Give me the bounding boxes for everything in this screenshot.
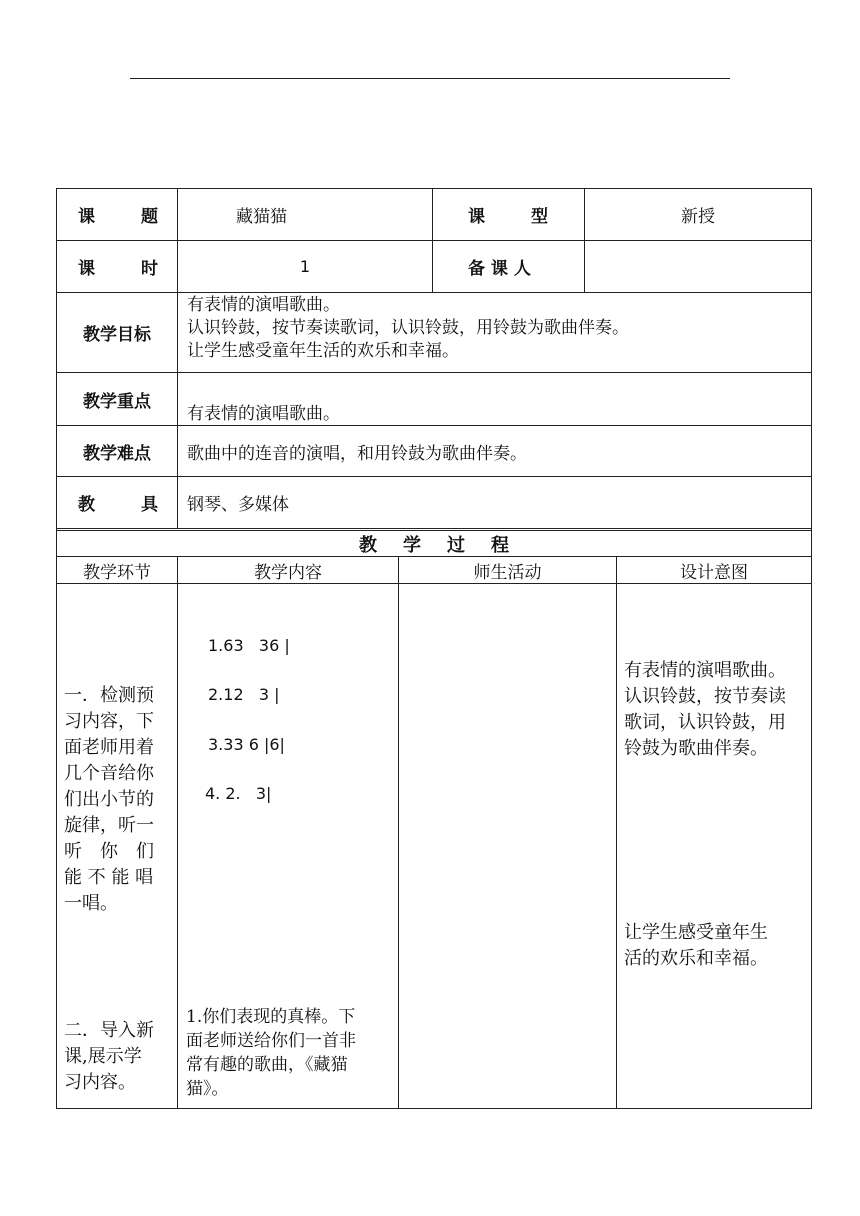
preparer-label: 备 课 人 [468, 259, 531, 279]
melody-3: 3.33 6 |6| [208, 735, 285, 754]
col-header-step: 教学环节 [83, 562, 151, 583]
period-value: 1 [299, 257, 311, 276]
step-1-text: 一．检测预 习内容，下 面老师用着 几个音给你 们出小节的 旋律，听一 听 你 们 能 不 能 唱 一唱。 [64, 685, 154, 914]
period-label: 课 时 [78, 259, 158, 279]
type-value: 新授 [681, 207, 715, 227]
goals-list [187, 294, 807, 372]
tools-value: 钢琴、多媒体 [187, 495, 289, 515]
melody-1: 1.63 36 | [208, 636, 290, 655]
step-2-text: 二．导入新 课,展示学 习内容。 [64, 1020, 154, 1093]
melody-4: 4. 2. 3| [205, 784, 272, 803]
difficulty-label: 教学难点 [83, 443, 151, 464]
intent-2-text: 让学生感受童年生 活的欢乐和幸福。 [624, 922, 768, 969]
difficulty-value: 歌曲中的连音的演唱，和用铃鼓为歌曲伴奏。 [187, 443, 527, 464]
header-rule [130, 78, 730, 79]
col-header-intent: 设计意图 [680, 562, 748, 583]
process-title: 教 学 过 程 [359, 534, 509, 556]
goal-item: 有表情的演唱歌曲。 [187, 295, 340, 315]
topic-label: 课 题 [78, 207, 158, 227]
intent-1-text: 有表情的演唱歌曲。 认识铃鼓，按节奏读 歌词，认识铃鼓，用 铃鼓为歌曲伴奏。 [624, 660, 786, 759]
goals-label: 教学目标 [83, 325, 151, 345]
goal-item: 认识铃鼓，按节奏读歌词，认识铃鼓，用铃鼓为歌曲伴奏。 [187, 318, 629, 338]
goal-item: 让学生感受童年生活的欢乐和幸福。 [187, 341, 459, 361]
topic-value: 藏猫猫 [236, 207, 287, 227]
col-header-content: 教学内容 [254, 562, 322, 583]
content-2-text: 1.你们表现的真棒。下 面老师送给你们一首非 常有趣的歌曲，《藏猫 猫》。 [186, 1007, 356, 1099]
key-point-label: 教学重点 [83, 391, 151, 412]
tools-label: 教 具 [78, 495, 158, 515]
preparer-value [585, 241, 811, 292]
key-point-value: 有表情的演唱歌曲。 [187, 403, 340, 424]
col-header-activity: 师生活动 [473, 562, 542, 583]
type-label: 课 型 [468, 207, 548, 227]
melody-2: 2.12 3 | [208, 685, 280, 704]
